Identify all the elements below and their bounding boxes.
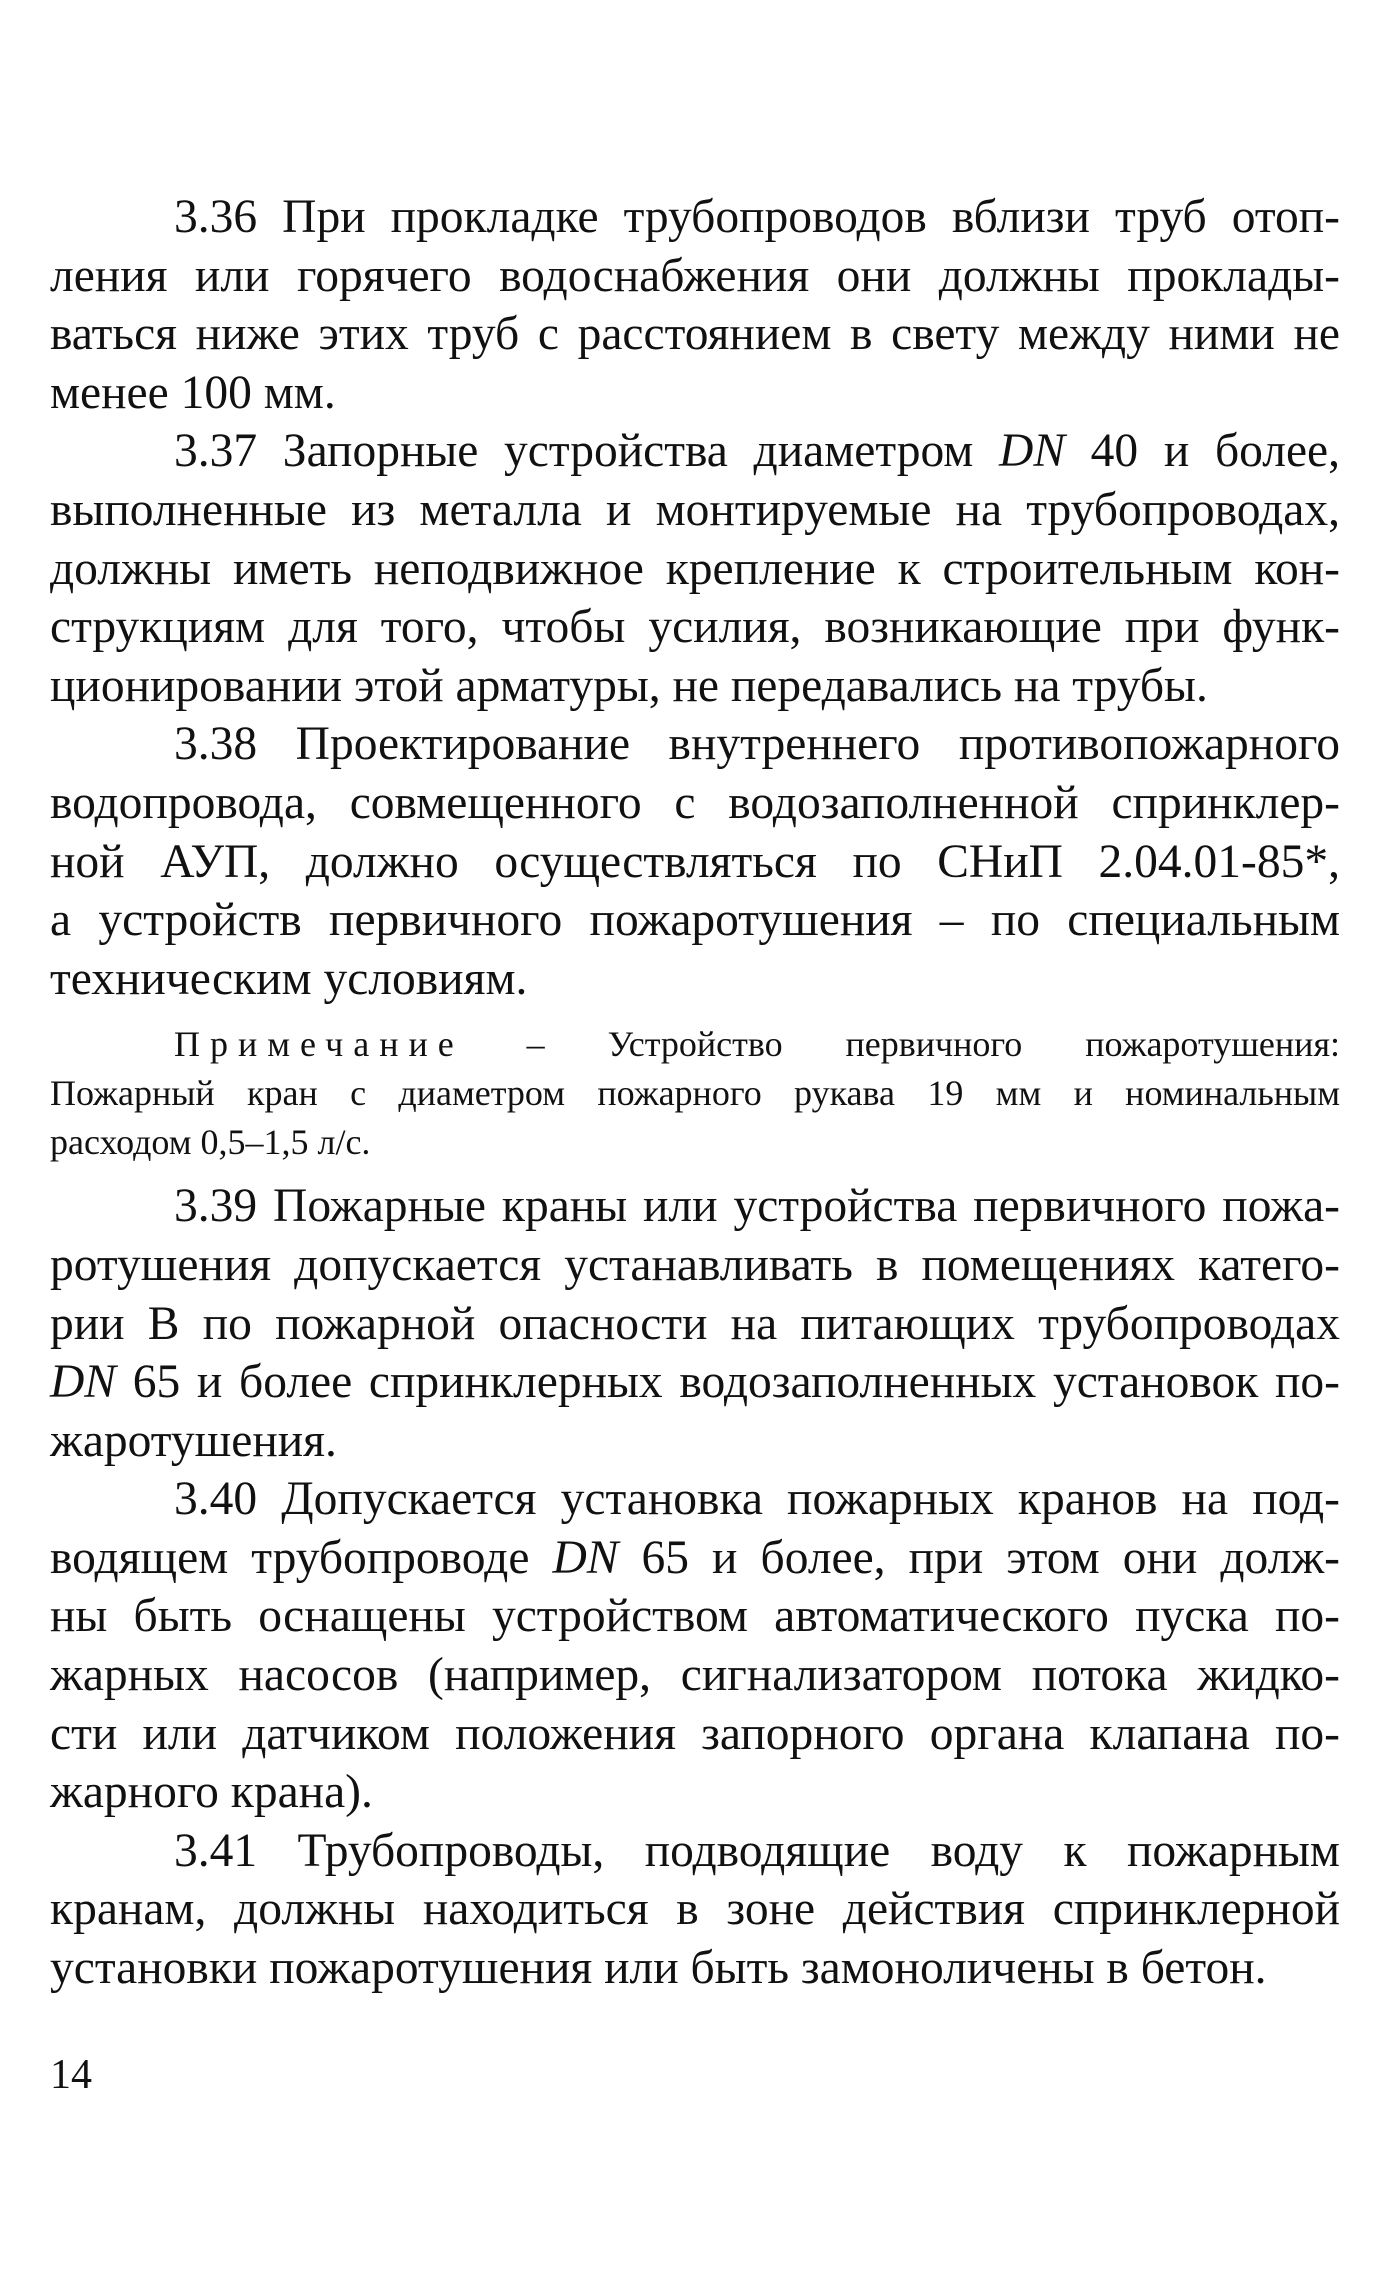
text-line: жарных насосов (например, сигнализатором потока жидко- [50,1649,1340,1702]
paragraph-3-37 [50,422,1340,715]
paragraph-3-40 [50,1470,1340,1822]
text-line: струкциям для того, чтобы усилия, возникающие при функ- [50,601,1340,654]
dn-designation: DN [50,1356,116,1409]
note-block [50,1020,1340,1167]
note-line: расходом 0,5–1,5 л/с. [50,1122,371,1163]
text-line: 3.39 Пожарные краны или устройства первичного пожа- [174,1180,1340,1233]
text-line: выполненные из металла и монтируемые на трубопроводах, [50,483,1340,536]
text-line: 3.36 При прокладке трубопроводов вблизи труб отоп- [174,191,1340,243]
text-line: водящем трубопроводе DN 65 и более, при этом они долж- [50,1531,1340,1584]
text-line: DN 65 и более спринклерных водозаполненных установок по- [50,1356,1340,1409]
dn-designation: DN [999,425,1066,478]
text-line: должны иметь неподвижное крепление к строительным кон- [50,542,1340,595]
text-line: техническим условиям. [50,952,528,1005]
text-line: 3.37 Запорные устройства диаметром DN 40 и более, [174,425,1340,478]
paragraph-3-39 [50,1177,1340,1470]
text-line: ционировании этой арматуры, не передавались на трубы. [50,659,1208,712]
text-line: жарного крана). [50,1766,373,1819]
text-line: рии В по пожарной опасности на питающих трубопроводах [50,1297,1340,1350]
paragraph-3-38 [50,715,1340,1008]
text-line: установки пожаротушения или быть замоноличены в бетон. [50,1942,1267,1995]
text-line: а устройств первичного пожаротушения – по специальным [50,894,1340,947]
text-line: водопровода, совмещенного с водозаполненной спринклер- [50,776,1340,829]
text-line: кранам, должны находиться в зоне действия спринклерной [50,1883,1340,1936]
text-line: ления или горячего водоснабжения они должны проклады- [50,249,1340,302]
text-line: 3.40 Допускается установка пожарных кранов на под- [174,1473,1340,1526]
text-line: ны быть оснащены устройством автоматического пуска по- [50,1590,1340,1643]
note-dash: – [463,1024,608,1065]
text-line: 3.41 Трубопроводы, подводящие воду к пожарным [174,1824,1340,1877]
text-line: 3.38 Проектирование внутреннего противопожарного [174,718,1340,771]
note-label: Примечание [174,1024,464,1065]
text-line: жаротушения. [50,1414,337,1467]
note-first-line [50,1020,1340,1069]
text-line: ваться ниже этих труб с расстоянием в свету между ними не [50,308,1340,361]
text-line: сти или датчиком положения запорного органа клапана по- [50,1707,1340,1760]
dn-designation: DN [552,1531,619,1584]
page-body [50,188,1340,1998]
text-line: ротушения допускается устанавливать в помещениях катего- [50,1238,1340,1291]
page-number: 14 [50,2052,92,2098]
paragraph-3-36 [50,188,1340,422]
note-line: Пожарный кран с диаметром пожарного рукава 19 мм и номинальным [50,1073,1340,1114]
note-text: Устройство первичного пожаротушения: [607,1024,1340,1065]
paragraph-3-41 [50,1822,1340,1998]
text-line: ной АУП, должно осуществляться по СНиП 2.04.01-85*, [50,835,1340,888]
text-line: менее 100 мм. [50,366,336,419]
